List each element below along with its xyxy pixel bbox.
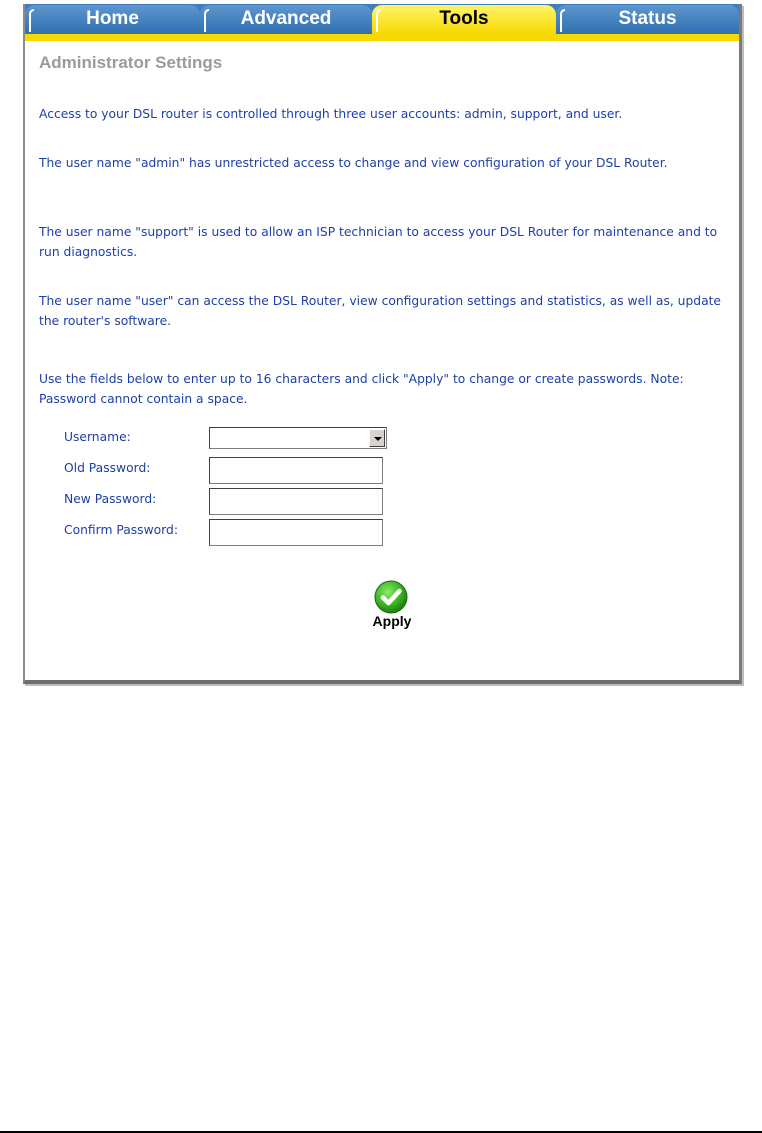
apply-button[interactable] [369,580,415,632]
tab-advanced-label: Advanced [240,8,332,29]
active-tab-underline [25,34,739,41]
support-description: The user name "support" is used to allow an ISP technician to access your DSL Router for maintenance and to run diagnostics. [39,225,718,259]
admin-settings-panel [23,4,742,684]
tab-status[interactable] [556,5,739,34]
tab-status-label: Status [618,8,677,29]
old-password-field[interactable] [209,457,383,484]
new-password-field[interactable] [209,488,383,515]
tab-advanced[interactable] [200,5,372,34]
username-label: Username: [64,430,131,444]
username-select[interactable] [209,427,387,449]
user-description: The user name "user" can access the DSL Router, view configuration settings and statistics, as well as, update the router's software. [39,294,721,328]
confirm-password-label: Confirm Password: [64,523,178,537]
chevron-down-icon[interactable] [369,429,385,447]
tab-tools[interactable] [372,5,556,34]
tab-edge-decoration [376,9,381,32]
instructions-paragraph: Use the fields below to enter up to 16 characters and click "Apply" to change or create passwords. Note: Password cannot contain a space. [39,372,684,406]
tab-edge-decoration [560,9,565,32]
tab-home[interactable] [25,5,200,34]
new-password-label: New Password: [64,492,157,506]
tab-tools-label: Tools [439,8,489,29]
tab-home-label: Home [86,8,139,29]
old-password-label: Old Password: [64,461,151,475]
confirm-password-field[interactable] [209,519,383,546]
checkmark-circle-icon[interactable] [374,580,408,614]
apply-label: Apply [372,613,412,629]
top-navigation [25,4,739,34]
page-title: Administrator Settings [39,53,223,72]
tab-edge-decoration [204,9,209,32]
admin-description: The user name "admin" has unrestricted access to change and view configuration of your DSL Router. [39,156,668,170]
tab-edge-decoration [29,9,34,32]
intro-paragraph: Access to your DSL router is controlled through three user accounts: admin, support, and user. [39,107,623,121]
